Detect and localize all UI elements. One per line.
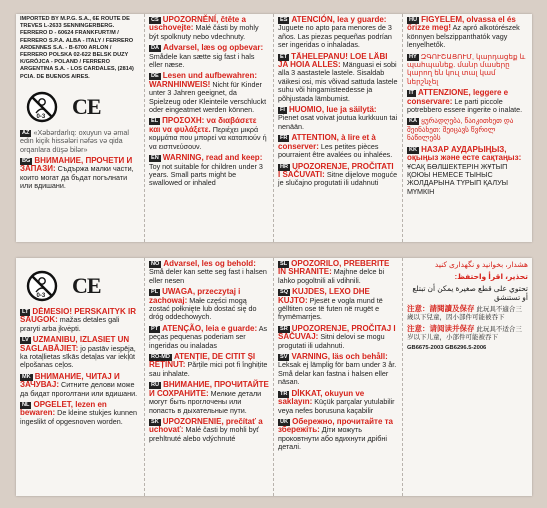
warning-ru: RU ВНИМАНИЕ, ПРОЧИТАЙТЕ И СОХРАНИТЕ: Мелкие детали могут быть проглочены или попасть в дыхательные пути. (149, 380, 269, 415)
warning-nl: NL OPGELET, lezen en bewaren: De kleine stukjes kunnen ingeslikt of opgesnoven worden. (20, 400, 138, 426)
column-5 (16, 258, 145, 496)
warning-mk: MK ВНИМАНИЕ, ЧИТАЈ И ЗАЧУВАЈ: Ситните делови може да бидат проголтани или вдишани. (20, 371, 138, 398)
ce-mark: CE (72, 273, 101, 298)
not-for-under-3-icon (26, 270, 58, 302)
warning-sq: SQ KUJDES, LEXO DHE KUJTO: Pjesët e vogla mund të gëlltiten ose të futen në rrugët e frymëmarrjes. (278, 287, 383, 322)
not-for-under-3-icon (26, 91, 58, 123)
warning-it: IT ATTENZIONE, leggere e conservare: Le parti piccole potrebbero essere ingerite o inalate. (407, 88, 523, 115)
column-6 (145, 258, 274, 496)
warning-hy: HY ԶԳՈՒՇԱՑՈՒՄ, կարդացեք և պահպանեք. մանր մասերը կարող են կուլ տալ կամ ներշնչել (407, 51, 526, 86)
warning-sk: SK UPOZORNENIE, prečítať a uchovať: Malé časti by mohli byť prehltnuté alebo vdýchnuté (149, 416, 263, 443)
warning-hu: HU FIGYELEM, olvassa el és őrizze meg! Az apró alkotórészek könnyen belszippanthatók vagy lenyelhetők. (407, 15, 520, 50)
warning-hr: HR UPOZORENJE, PROČITATI I SAČUVATI: Sitne dijelove moguće je slučajno progutati ili udahnuti (278, 161, 398, 188)
warning-ar-body: تحتوي على قطع صغيرة يمكن أن تبتلع أو تستنشق (412, 284, 528, 302)
warning-no: NO Advarsel, les og behold: Små deler kan sette seg fast i halsen eller nesen (149, 259, 267, 285)
warning-tr: TR DİKKAT, okuyun ve saklayın: Küçük parçalar yutulabilir veya nefes borusuna kaçabilir (278, 388, 395, 415)
standards-codes: GB6675-2003 GB6296.5-2006 (407, 345, 487, 351)
warning-fa: هشدار، بخوانید و نگهداری کنید (434, 260, 528, 269)
warning-ar-head: تحذير، اقرأ واحتفظ: (454, 272, 528, 281)
svg-text:0-3: 0-3 (36, 293, 46, 299)
column-8 (403, 258, 532, 496)
ce-mark: CE (72, 93, 101, 119)
warning-bg: BG ВНИМАНИЕ, ПРОЧЕТИ И ЗАПАЗИ: Съдържа малки части, които могат да бъдат погълнати или вдишани. (20, 156, 134, 191)
safety-symbols (20, 81, 140, 129)
warning-uk: UK Обережно, прочитайте та збережіть: Діти можуть проковтнути або вдихнути дрібні деталі. (278, 416, 393, 452)
warning-strip-bottom (16, 258, 532, 496)
warning-lv: LV UZMANIBU, IZLASIET UN SAGLABĀJIET: jo pastāv iespēja, ka rotaļlietas sīkās detaļas var iekļūt elpošanas ceļos. (20, 335, 136, 370)
safety-symbols-bottom (20, 260, 140, 308)
warning-lt: LT DĖMESIO! PERSKAITYK IR SAUGOK: mažas detales gali praryti arba įkvėpti. (20, 307, 136, 333)
importer-address: IMPORTED BY M.P.G. S.A., 6E ROUTE DE TREVES L-2633 SENNINGERBERG. FERRERO D - 60624 FRANKFURT/M / FERRERO S.P.A. ALBA - ITALY / FERRERO ARDENNES S.A. - B-6700 ARLON / FERRERO POLSKA 02-622 BELSK DUZY K/GRÓJCA - POLAND / FERRERO ARGENTINA S.A. - LOS CARDALES, (2814) PCIA. DE BUENOS AIRES. (20, 16, 134, 80)
warning-fr: FR ATTENTION, à lire et à conserver: Les petites pièces pourraient être avalées ou inhalées. (278, 133, 393, 160)
warning-zh-simplified: 注意：请阅读并保存 此玩具不适合三岁以下儿童，小部件可能被吞下 (407, 324, 522, 341)
column-3 (274, 14, 403, 242)
warning-sl: SL OPOZORILO, PREBERITE IN SHRANITE: Majhne delce bi lahko pogoltnili ali vdihnili. (278, 259, 390, 285)
warning-zh-traditional: 注意：請閱讀及保存 此玩具不適合三歲以下兒童，因小部件可能被吞下 (407, 304, 522, 321)
warning-en: EN WARNING, read and keep: Toy not suitable for children under 3 years. Small parts might be swallowed or inhaled (149, 153, 263, 188)
warning-es: ES ATENCIÓN, lea y guarde: Juguete no apto para menores de 3 años. Las piezas pequeñas podrían ser ingeridas o inhaladas. (278, 15, 392, 50)
column-4 (403, 14, 532, 242)
column-2 (145, 14, 274, 242)
warning-pt: PT ATENÇÃO, leia e guarde: As peças pequenas poderiam ser ingeridas ou inaladas (149, 323, 268, 350)
warning-cs: CS UPOZORNĚNÍ, čtěte a uschovejte: Malé části by mohly být spolknuty nebo vdechnuty. (149, 15, 259, 41)
warning-strip-top (16, 14, 532, 242)
warning-el: EL ΠΡΟΣΟΧΗ: να διαβάσετε και να φυλάξετε. Περιέχει μικρά κομμάτια που μπορεί να καταπιούν ή να εισπνεύσουν. (149, 116, 267, 151)
warning-az: AZ «Xəbərdarlıq: oxuyun və əmal edin kiçik hissələri nəfəs və qida orqanlara düşə bilər» (20, 127, 129, 154)
warning-sv: SV VARNING, läs och behåll: Leksak ej lämplig för barn under 3 år. Små delar kan fastna i halsen eller näsan. (278, 352, 397, 387)
warning-et: ET TÄHELEPANU! LOE LÄBI JA HOIA ALLES: Mänguasi ei sobi alla 3 aastastele lastele. Sisaldab väikesi osi, mis võivad sattuda lastele suhu või hingamisteedesse ja põhjustada lämbumist. (278, 51, 398, 103)
warning-ka: KA ყურადღება, წაიკითხეთ და შეინახეთ: შეიცავს წვრილ ნაწილებს (407, 116, 514, 143)
warning-sr: SR UPOZORENJE, PROČITAJ I SAČUVAJ: Sitni delovi se mogu progutati ili udahnuti. (278, 323, 396, 350)
warning-de: DE Lesen und aufbewahren: WARNHINWEIS! Nicht für Kinder unter 3 Jahren geeignet, da Spielzeug oder Kleinteile verschluckt oder eingeatmet werden können. (149, 71, 267, 115)
warning-fi: FI HUOMIO, lue ja säilytä: Pienet osat voivat joutua kurkkuun tai nenään. (278, 105, 398, 131)
warning-pl: PL UWAGA, przeczytaj i zachowaj: Małe części mogą zostać połknięte lub dostać się do dróg oddechowych. (149, 287, 257, 322)
warning-da: DA Advarsel, læs og opbevar: Smådele kan sætte sig fast i hals eller næse. (149, 43, 264, 70)
svg-text:0-3: 0-3 (36, 113, 46, 120)
warning-kk: KK НАЗАР АУДАРЫҢЫЗ, оқыңыз және есте сақтаңыз: ҰСАҚ БӨЛШЕКТЕРІН ЖҰТЫП ҚОЮЫ НЕМЕСЕ ТЫНЫС ЖОЛДАРЫНА ТҮРЫП ҚАЛУЫ МҮМКІН (407, 144, 522, 196)
warning-ro: RO-MD ATENȚIE, DE CITIT ȘI REȚINUT: Părțile mici pot fi înghițite sau inhalate. (149, 352, 268, 378)
column-7 (274, 258, 403, 496)
column-1 (16, 14, 145, 242)
